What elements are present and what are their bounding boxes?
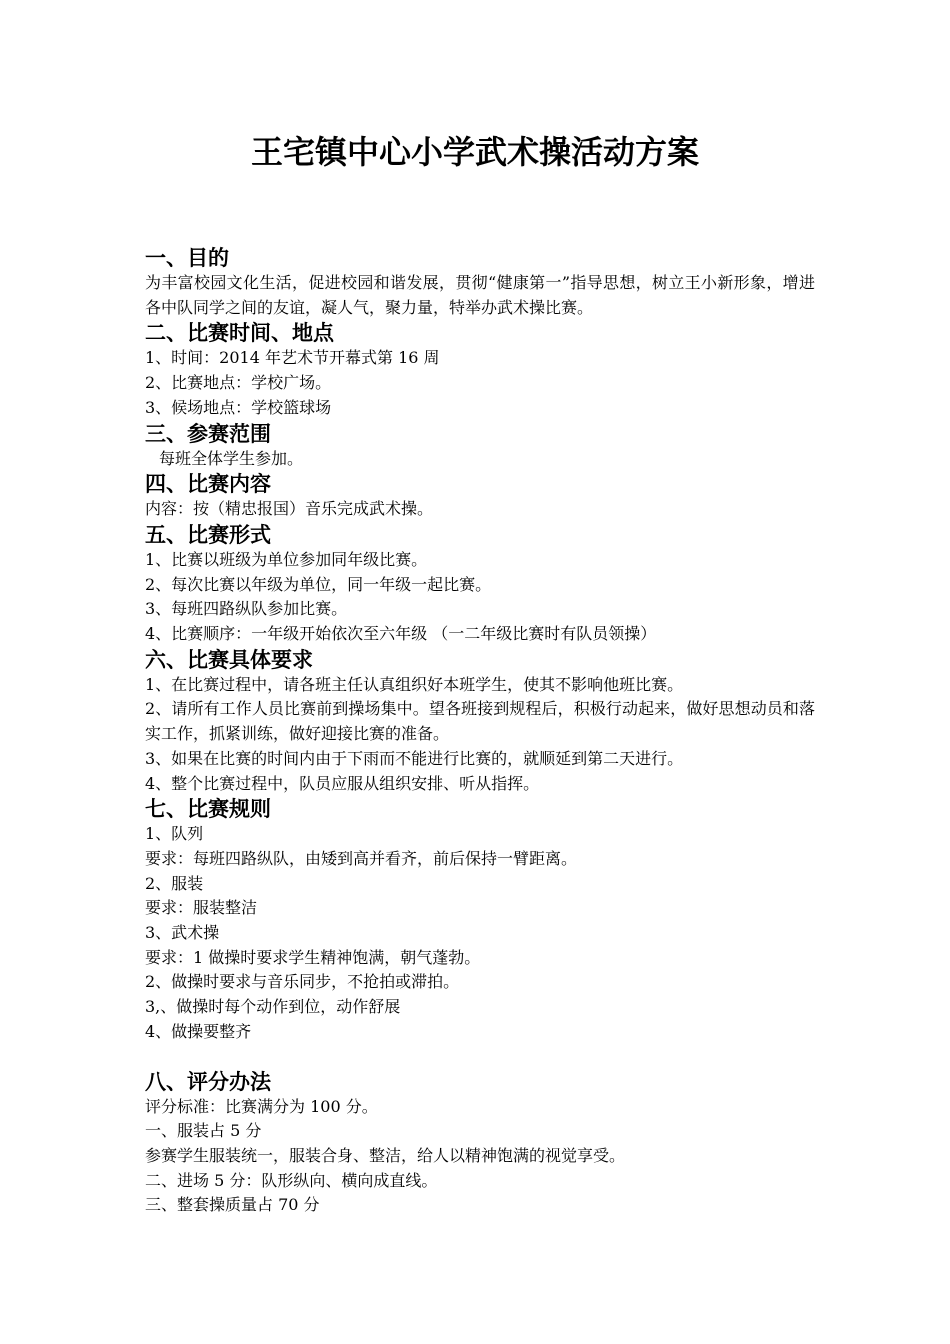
scope-line: 每班全体学生参加。 bbox=[159, 448, 304, 468]
scoring-quality-line: 三、整套操质量占 70 分 bbox=[145, 1195, 320, 1215]
rule-clothing-requirement: 要求：服装整洁 bbox=[145, 898, 258, 918]
rule-exercise-requirement-4: 4、做操要整齐 bbox=[145, 1021, 252, 1041]
scoring-clothing-line: 一、服装占 5 分 bbox=[145, 1121, 262, 1141]
rule-formation-label: 1、队列 bbox=[145, 824, 204, 844]
format-line-3: 3、每班四路纵队参加比赛。 bbox=[145, 599, 348, 619]
section-heading-content: 四、比赛内容 bbox=[145, 472, 271, 497]
document-title: 王宅镇中心小学武术操活动方案 bbox=[250, 133, 699, 171]
rule-formation-requirement: 要求：每班四路纵队，由矮到高并看齐，前后保持一臂距离。 bbox=[145, 848, 578, 868]
section-spacer bbox=[145, 1045, 815, 1069]
requirement-line-3: 3、如果在比赛的时间内由于下雨而不能进行比赛的，就顺延到第二天进行。 bbox=[145, 748, 684, 768]
rule-exercise-label: 3、武术操 bbox=[145, 923, 220, 943]
rule-exercise-requirement-2: 2、做操时要求与音乐同步，不抢拍或滞拍。 bbox=[145, 972, 460, 992]
section-heading-purpose: 一、目的 bbox=[145, 246, 229, 270]
format-line-4: 4、比赛顺序：一年级开始依次至六年级 （一二年级比赛时有队员领操） bbox=[145, 624, 657, 644]
section-heading-time-place: 二、比赛时间、地点 bbox=[145, 321, 334, 346]
section-heading-format: 五、比赛形式 bbox=[145, 522, 271, 547]
purpose-paragraph: 为丰富校园文化生活，促进校园和谐发展，贯彻“健康第一”指导思想，树立王小新形象，增进各中队同学之间的友谊，凝人气，聚力量，特举办武术操比赛。 bbox=[145, 273, 815, 317]
requirement-line-1: 1、在比赛过程中，请各班主任认真组织好本班学生，使其不影响他班比赛。 bbox=[145, 674, 684, 694]
requirement-line-4: 4、整个比赛过程中，队员应服从组织安排、听从指挥。 bbox=[145, 773, 540, 793]
scoring-entry-line: 二、进场 5 分：队形纵向、横向成直线。 bbox=[145, 1170, 438, 1190]
section-heading-rules: 七、比赛规则 bbox=[145, 797, 271, 822]
document-body bbox=[145, 245, 815, 1218]
scoring-clothing-detail: 参赛学生服装统一，服装合身、整洁，给人以精神饱满的视觉享受。 bbox=[145, 1145, 626, 1165]
rule-exercise-requirement-1: 要求：1 做操时要求学生精神饱满，朝气蓬勃。 bbox=[145, 947, 481, 967]
waiting-area-line: 3、候场地点：学校篮球场 bbox=[145, 397, 332, 417]
section-heading-scope: 三、参赛范围 bbox=[145, 421, 271, 446]
time-line: 1、时间：2014 年艺术节开幕式第 16 周 bbox=[145, 348, 440, 368]
content-line: 内容：按（精忠报国）音乐完成武术操。 bbox=[145, 499, 434, 519]
rule-clothing-label: 2、服装 bbox=[145, 873, 204, 893]
venue-line: 2、比赛地点：学校广场。 bbox=[145, 373, 332, 393]
requirement-line-2: 2、请所有工作人员比赛前到操场集中。望各班接到规程后，积极行动起来，做好思想动员和落实工作，抓紧训练，做好迎接比赛的准备。 bbox=[145, 699, 815, 744]
rule-exercise-requirement-3: 3,、做操时每个动作到位，动作舒展 bbox=[145, 997, 401, 1017]
format-line-2: 2、每次比赛以年级为单位，同一年级一起比赛。 bbox=[145, 574, 492, 594]
format-line-1: 1、比赛以班级为单位参加同年级比赛。 bbox=[145, 549, 428, 569]
scoring-standard-line: 评分标准：比赛满分为 100 分。 bbox=[145, 1096, 378, 1116]
section-heading-scoring: 八、评分办法 bbox=[145, 1069, 271, 1094]
section-heading-requirements: 六、比赛具体要求 bbox=[145, 647, 313, 672]
